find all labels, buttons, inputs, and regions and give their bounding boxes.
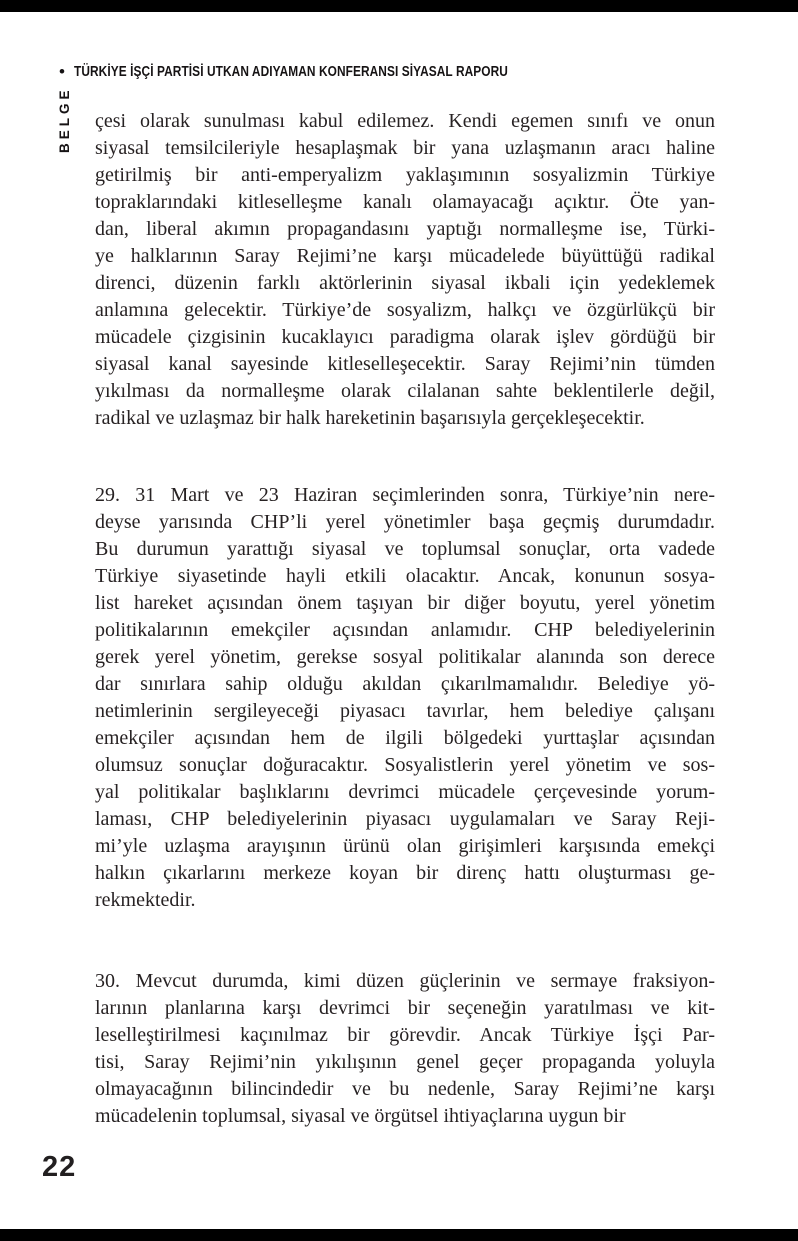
text-line: mücadele çizgisinin kucaklayıcı paradigma olarak işlev gördüğü bir	[95, 326, 715, 348]
text-line: radikal ve uzlaşmaz bir halk hareketinin başarısıyla gerçekleşecektir.	[95, 407, 645, 429]
text-line: netimlerinin sergileyeceği piyasacı tavırlar, hem belediye çalışanı	[95, 700, 715, 722]
body-paragraph	[95, 968, 715, 1130]
page-number: 22	[42, 1151, 77, 1183]
text-line: tisi, Saray Rejimi’nin yıkılışının genel geçer propaganda yoluyla	[95, 1051, 715, 1073]
bullet-icon: •	[59, 62, 65, 81]
text-line: yıkılması da normalleşme olarak cilalanan sahte beklentilerle değil,	[95, 380, 715, 402]
text-line: leselleştirilmesi kaçınılmaz bir görevdir. Ancak Türkiye İşçi Par-	[95, 1024, 715, 1046]
text-line: topraklarındaki kitleselleşme kanalı olamayacağı açıktır. Öte yan-	[95, 191, 715, 213]
text-line: olmayacağının bilincindedir ve bu nedenle, Saray Rejimi’ne karşı	[95, 1078, 715, 1100]
text-line: larının planlarına karşı devrimci bir seçeneğin yaratılması ve kit-	[95, 997, 715, 1019]
body-paragraph	[95, 482, 715, 914]
text-line: olumsuz sonuçlar doğuracaktır. Sosyalistlerin yerel yönetim ve sos-	[95, 754, 715, 776]
text-line: rekmektedir.	[95, 889, 196, 911]
text-line: direnci, düzenin farklı aktörlerinin siyasal ikbali için yedeklemek	[95, 272, 715, 294]
text-line: gerek yerel yönetim, gerekse sosyal politikalar alanında son derece	[95, 646, 715, 668]
running-header	[59, 63, 603, 80]
text-line: mücadelenin toplumsal, siyasal ve örgütsel ihtiyaçlarına uygun bir	[95, 1105, 626, 1127]
text-line: Türkiye siyasetinde hayli etkili olacaktır. Ancak, konunun sosya-	[95, 565, 715, 587]
running-header-title: TÜRKİYE İŞÇİ PARTİSİ UTKAN ADIYAMAN KONFERANSI SİYASAL RAPORU	[73, 63, 508, 80]
text-line: mi’yle uzlaşma arayışının ürünü olan girişimleri karşısında emekçi	[95, 835, 715, 857]
text-line: siyasal kanal sayesinde kitleselleşecektir. Saray Rejimi’nin tümden	[95, 353, 715, 375]
text-line: siyasal temsilcileriyle hesaplaşmak bir yana uzlaşmanın aracı haline	[95, 137, 715, 159]
text-line: list hareket açısından önem taşıyan bir diğer boyutu, yerel yönetim	[95, 592, 715, 614]
body-paragraph	[95, 108, 715, 432]
text-line: 30. Mevcut durumda, kimi düzen güçlerinin ve sermaye fraksiyon-	[95, 970, 715, 992]
page-top-edge-bar	[0, 0, 798, 12]
text-line: halkın çıkarlarını merkeze koyan bir direnç hattı oluşturması ge-	[95, 862, 715, 884]
text-line: getirilmiş bir anti-emperyalizm yaklaşımının sosyalizmin Türkiye	[95, 164, 715, 186]
side-label-belge: BELGE	[57, 86, 72, 153]
text-line: ye halklarının Saray Rejimi’ne karşı mücadelede büyüttüğü radikal	[95, 245, 715, 267]
text-line: anlamına gelecektir. Türkiye’de sosyalizm, halkçı ve özgürlükçü bir	[95, 299, 715, 321]
text-line: laması, CHP belediyelerinin piyasacı uygulamaları ve Saray Reji-	[95, 808, 715, 830]
text-line: Bu durumun yarattığı siyasal ve toplumsal sonuçlar, orta vadede	[95, 538, 715, 560]
page-bottom-edge-bar	[0, 1229, 798, 1241]
body-text	[95, 108, 715, 1130]
text-line: dar sınırlara sahip olduğu akıldan çıkarılmamalıdır. Belediye yö-	[95, 673, 715, 695]
text-line: emekçiler açısından hem de ilgili bölgedeki yurttaşlar açısından	[95, 727, 715, 749]
text-line: deyse yarısında CHP’li yerel yönetimler başa geçmiş durumdadır.	[95, 511, 715, 533]
text-line: yal politikalar başlıklarını devrimci mücadele çerçevesinde yorum-	[95, 781, 715, 803]
text-line: 29. 31 Mart ve 23 Haziran seçimlerinden sonra, Türkiye’nin nere-	[95, 484, 715, 506]
text-line: politikalarının emekçiler açısından anlamıdır. CHP belediyelerinin	[95, 619, 715, 641]
text-line: dan, liberal akımın propagandasını yaptığı normalleşme ise, Türki-	[95, 218, 715, 240]
text-line: çesi olarak sunulması kabul edilemez. Kendi egemen sınıfı ve onun	[95, 110, 715, 132]
